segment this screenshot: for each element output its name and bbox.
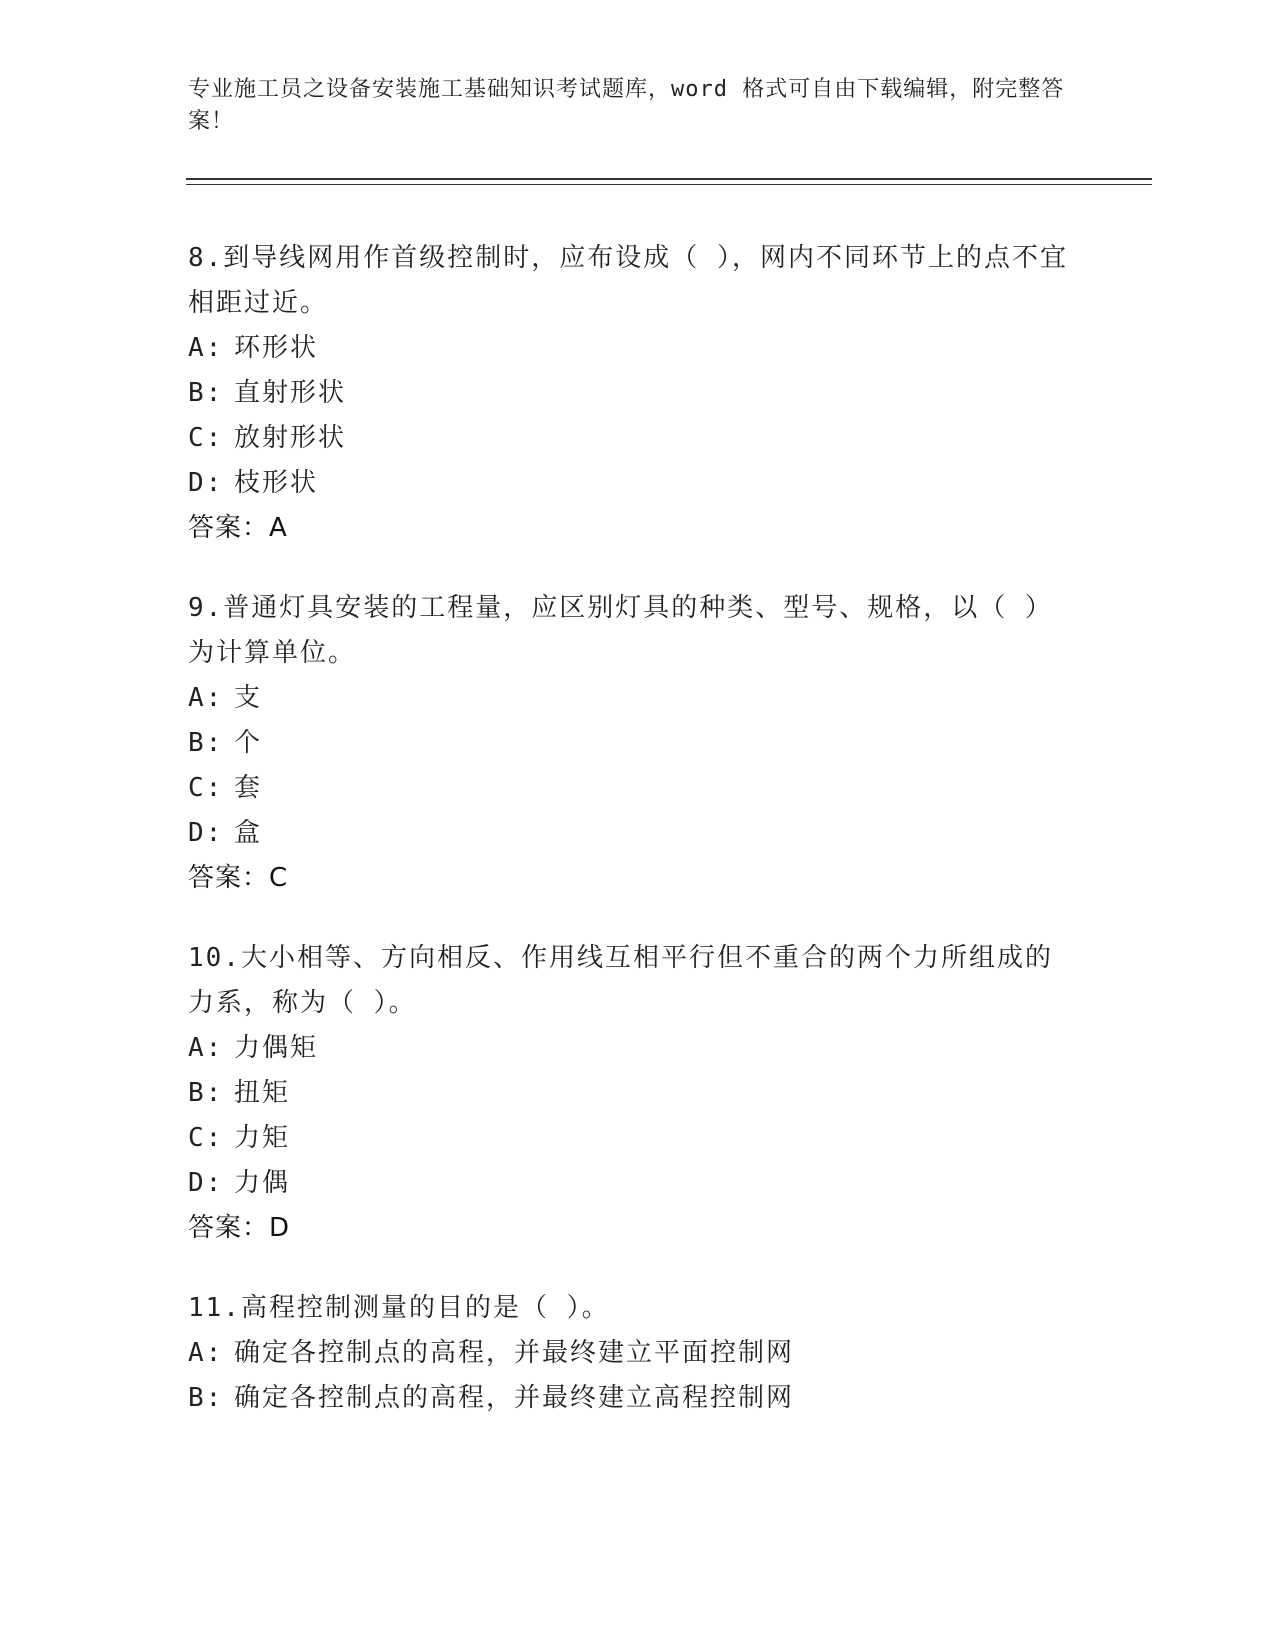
option-b [188, 1071, 1088, 1116]
option-letter: C: [188, 1123, 224, 1153]
option-text: 个 [234, 728, 263, 758]
option-text: 力偶 [234, 1168, 291, 1198]
option-a [188, 1026, 1088, 1071]
option-d [188, 811, 1088, 856]
option-text: 确定各控制点的高程，并最终建立平面控制网 [234, 1338, 795, 1368]
option-letter: B: [188, 1383, 224, 1413]
option-text: 套 [234, 773, 263, 803]
option-letter: D: [188, 818, 224, 848]
question-text: 11.高程控制测量的目的是（ ）。 [188, 1293, 610, 1323]
question-text: 8.到导线网用作首级控制时，应布设成（ ），网内不同环节上的点不宜相距过近。 [188, 243, 1068, 318]
option-text: 直射形状 [234, 378, 347, 408]
option-letter: B: [188, 1078, 224, 1108]
option-letter: A: [188, 1033, 224, 1063]
option-b [188, 721, 1088, 766]
option-text: 放射形状 [234, 423, 347, 453]
option-letter: D: [188, 468, 224, 498]
option-d [188, 461, 1088, 506]
question-list [188, 236, 1088, 1456]
option-letter: D: [188, 1168, 224, 1198]
option-letter: A: [188, 1338, 224, 1368]
option-d [188, 1161, 1088, 1206]
header-divider-bottom [186, 184, 1152, 185]
option-text: 力矩 [234, 1123, 291, 1153]
option-b [188, 1376, 1088, 1421]
question-10 [188, 936, 1088, 1251]
option-letter: C: [188, 423, 224, 453]
option-c [188, 1116, 1088, 1161]
option-text: 确定各控制点的高程，并最终建立高程控制网 [234, 1383, 795, 1413]
option-letter: A: [188, 683, 224, 713]
answer-line: 答案：A [188, 513, 288, 543]
question-8 [188, 236, 1088, 551]
option-letter: A: [188, 333, 224, 363]
answer-line: 答案：D [188, 1213, 291, 1243]
option-letter: B: [188, 378, 224, 408]
option-a [188, 676, 1088, 721]
option-text: 盒 [234, 818, 263, 848]
option-letter: B: [188, 728, 224, 758]
option-text: 环形状 [234, 333, 319, 363]
question-9 [188, 586, 1088, 901]
option-a [188, 1331, 1088, 1376]
option-text: 扭矩 [234, 1078, 291, 1108]
option-c [188, 766, 1088, 811]
question-text: 10.大小相等、方向相反、作用线互相平行但不重合的两个力所组成的力系，称为（ ）。 [188, 943, 1053, 1018]
option-text: 力偶矩 [234, 1033, 319, 1063]
option-text: 枝形状 [234, 468, 319, 498]
question-text: 9.普通灯具安装的工程量，应区别灯具的种类、型号、规格，以（ ）为计算单位。 [188, 593, 1053, 668]
answer-line: 答案：C [188, 863, 289, 893]
option-a [188, 326, 1088, 371]
document-header: 专业施工员之设备安装施工基础知识考试题库，word 格式可自由下载编辑，附完整答案！ [188, 77, 1065, 134]
option-b [188, 371, 1088, 416]
option-letter: C: [188, 773, 224, 803]
question-11 [188, 1286, 1088, 1421]
option-text: 支 [234, 683, 263, 713]
header-divider-top [186, 178, 1152, 180]
option-c [188, 416, 1088, 461]
